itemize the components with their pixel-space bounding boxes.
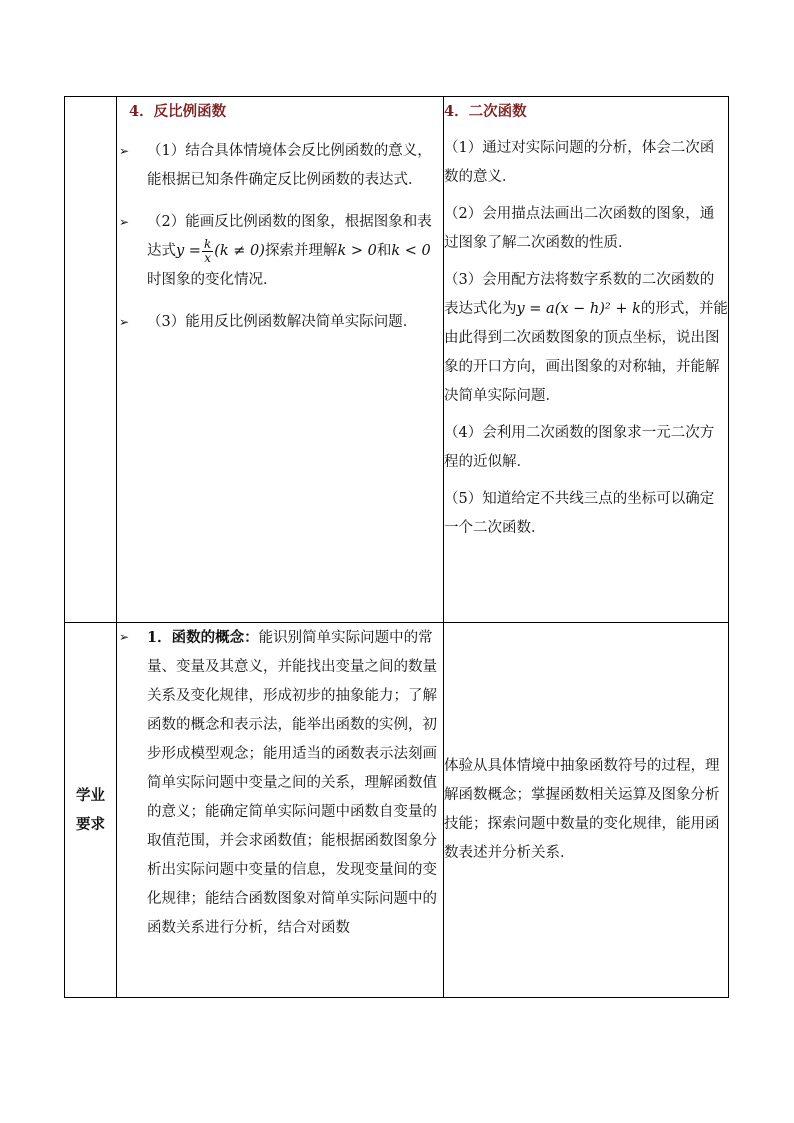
list-item bbox=[117, 623, 443, 943]
table-row bbox=[65, 97, 729, 623]
fraction-numerator: k bbox=[203, 236, 212, 251]
inverse-item-3: （3）能用反比例函数解决简单实际问题． bbox=[147, 314, 418, 330]
row-label-cell-empty bbox=[65, 97, 117, 623]
inverse-item-2-and: 和 bbox=[376, 243, 392, 259]
function-concept-title: 1．函数的概念： bbox=[147, 629, 259, 646]
function-concept-text bbox=[147, 623, 443, 943]
arrow-bullet-icon: ➢ bbox=[119, 315, 130, 329]
quadratic-item-1: （1）通过对实际问题的分析，体会二次函数的意义． bbox=[444, 140, 715, 185]
formula-condition: (k ≠ 0) bbox=[214, 243, 265, 259]
list-item bbox=[117, 137, 443, 195]
inverse-item-2-after: 时图象的变化情况． bbox=[147, 272, 278, 288]
quadratic-item-5: （5）知道给定不共线三点的坐标可以确定一个二次函数． bbox=[444, 491, 715, 536]
quadratic-item-3-after: 的形式，并能由此得到二次函数图象的顶点坐标，说出图象的开口方向，画出图象的对称轴，并能解决简单实际问题． bbox=[444, 301, 728, 404]
inverse-function-cell bbox=[117, 97, 444, 623]
quadratic-function-heading: 4．二次函数 bbox=[444, 103, 527, 120]
arrow-bullet-icon: ➢ bbox=[119, 144, 130, 158]
list-item bbox=[117, 308, 443, 337]
formula-k-positive: k > 0 bbox=[337, 243, 377, 259]
inverse-item-2 bbox=[147, 208, 443, 295]
requirements-summary-text: 体验从具体情境中抽象函数符号的过程，理解函数概念；掌握函数相关运算及图象分析技能；探索问题中数量的变化规律，能用函数表述并分析关系． bbox=[444, 758, 720, 861]
quadratic-item-2: （2）会用描点法画出二次函数的图象，通过图象了解二次函数的性质． bbox=[444, 206, 715, 251]
quadratic-item-4: （4）会利用二次函数的图象求一元二次方程的近似解． bbox=[444, 425, 715, 470]
inverse-item-1: （1）结合具体情境体会反比例函数的意义，能根据已知条件确定反比例函数的表达式． bbox=[147, 143, 432, 188]
curriculum-table bbox=[64, 96, 729, 998]
fraction-k-over-x bbox=[202, 238, 213, 265]
requirements-summary-cell bbox=[444, 623, 729, 998]
arrow-bullet-icon: ➢ bbox=[119, 215, 130, 229]
quadratic-item-3-text: （3）会用配方法将数字系数的二次函数的表达式化为 bbox=[444, 272, 715, 317]
label-line-2: 要求 bbox=[76, 816, 105, 833]
inverse-item-2-text: （2）能画反比例函数的图象，根据图象和表达式 bbox=[147, 214, 432, 259]
academic-requirements-label bbox=[65, 623, 117, 998]
inverse-item-2-mid: 探索并理解 bbox=[264, 243, 338, 259]
table-row bbox=[65, 623, 729, 998]
inverse-function-heading: 4．反比例函数 bbox=[129, 103, 227, 120]
function-concept-body: 能识别简单实际问题中的常量、变量及其意义，并能找出变量之间的数量关系及变化规律，形成初步的抽象能力；了解函数的概念和表示法，能举出函数的实例，初步形成模型观念；能用适当的函数表示法刻画简单实际问题中变量之间的关系，理解函数值的意义；能确定简单实际问题中函数自变量的取值范围，并会求函数值；能根据函数图象分析出实际问题中变量的信息，发现变量间的变化规律；能结合函数图象对简单实际问题中的函数关系进行分析，结合对函数 bbox=[147, 630, 437, 936]
list-item bbox=[117, 208, 443, 295]
vertex-form-formula: y = a(x − h)² + k bbox=[516, 301, 641, 317]
quadratic-function-cell bbox=[444, 97, 729, 623]
quadratic-item-3 bbox=[444, 266, 728, 411]
function-concept-cell bbox=[117, 623, 444, 998]
arrow-bullet-icon: ➢ bbox=[119, 630, 130, 644]
formula-y: y = bbox=[176, 243, 201, 259]
formula-k-negative: k < 0 bbox=[391, 243, 431, 259]
fraction-denominator: x bbox=[204, 250, 211, 265]
label-line-1: 学业 bbox=[76, 787, 105, 804]
